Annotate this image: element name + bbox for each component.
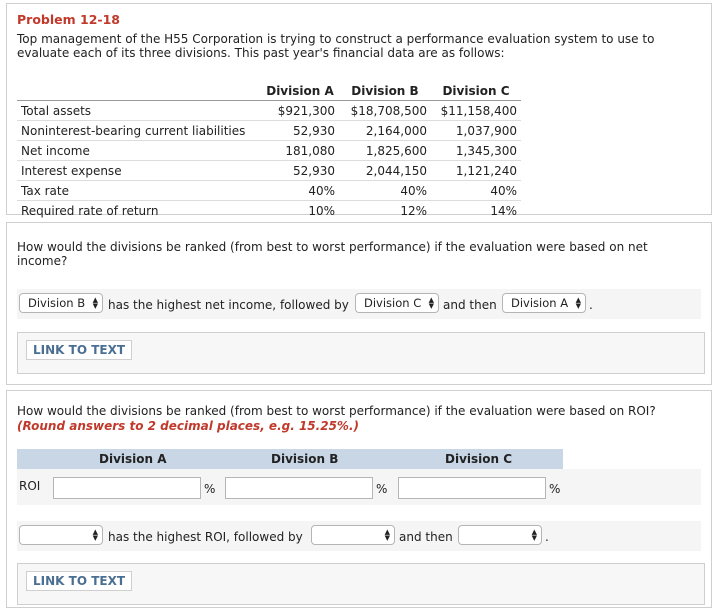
table-header-division-b: Division B xyxy=(351,83,419,98)
cell-division-a: 10% xyxy=(308,203,335,218)
table-row xyxy=(17,141,521,161)
problem-panel xyxy=(6,3,712,218)
select-value: Division B xyxy=(28,296,86,310)
link-to-text-button[interactable]: LINK TO TEXT xyxy=(26,571,132,591)
select-arrows-icon: ▲ ▼ xyxy=(531,528,537,542)
roi-row xyxy=(17,469,701,505)
table-row xyxy=(17,101,521,121)
roi-followed-by-text: has the highest ROI, followed by xyxy=(108,530,303,544)
cell-division-b: 12% xyxy=(400,203,427,218)
select-arrows-icon: ▲ ▼ xyxy=(428,296,434,310)
table-header-blank xyxy=(17,81,261,101)
roi-rank-3-select[interactable] xyxy=(458,525,542,545)
problem-intro: Top management of the H55 Corporation is trying to construct a performance evaluation system to use to evaluate each of its three divisions. This past year's financial data are as follows: xyxy=(17,32,655,60)
table-header-division-c: Division C xyxy=(442,83,510,98)
link-to-text-button[interactable]: LINK TO TEXT xyxy=(26,340,132,360)
roi-header-division-a: Division A xyxy=(99,452,167,466)
roi-and-then-text: and then xyxy=(399,530,453,544)
question-roi-text: How would the divisions be ranked (from best to worst performance) if the evaluation were based on ROI? xyxy=(17,404,656,418)
net-income-rank-3-select[interactable] xyxy=(502,293,586,313)
cell-division-b: 40% xyxy=(400,183,427,198)
roi-division-a-unit: % xyxy=(204,482,216,496)
roi-header-division-c: Division C xyxy=(445,452,513,466)
roi-division-b-input[interactable] xyxy=(225,477,373,499)
roi-division-b-unit: % xyxy=(376,482,388,496)
roi-answer-area xyxy=(17,521,701,551)
cell-division-a: 40% xyxy=(308,183,335,198)
cell-division-c: 1,345,300 xyxy=(455,143,517,158)
cell-division-c: 1,121,240 xyxy=(455,163,517,178)
net-income-rank-2-select[interactable] xyxy=(355,293,439,313)
roi-rank-2-select[interactable] xyxy=(311,525,395,545)
question-roi-hint: (Round answers to 2 decimal places, e.g. 15.25%.) xyxy=(17,419,359,433)
cell-division-b: 1,825,600 xyxy=(365,143,427,158)
row-label: Total assets xyxy=(21,103,92,118)
question-net-income-text: How would the divisions be ranked (from best to worst performance) if the evaluation were based on net income? xyxy=(17,240,648,268)
row-label: Required rate of return xyxy=(21,203,159,218)
cell-division-c: 40% xyxy=(490,183,517,198)
select-arrows-icon: ▲ ▼ xyxy=(92,528,98,542)
roi-end-period: . xyxy=(545,530,549,544)
select-arrows-icon: ▲ ▼ xyxy=(92,296,98,310)
cell-division-a: 181,080 xyxy=(285,143,335,158)
net-income-rank-1-select[interactable] xyxy=(19,293,103,313)
problem-title: Problem 12-18 xyxy=(17,12,120,27)
roi-link-area xyxy=(17,563,705,605)
select-arrows-icon: ▲ ▼ xyxy=(384,528,390,542)
cell-division-b: $18,708,500 xyxy=(350,103,427,118)
table-row xyxy=(17,121,521,141)
roi-division-c-input[interactable] xyxy=(398,477,546,499)
select-arrows-icon: ▲ ▼ xyxy=(575,296,581,310)
question-net-income-panel xyxy=(6,222,712,385)
row-label: Net income xyxy=(21,143,90,158)
net-income-link-area xyxy=(17,332,705,374)
financial-data-table xyxy=(17,81,521,220)
cell-division-a: 52,930 xyxy=(293,163,335,178)
table-header-division-a: Division A xyxy=(266,83,334,98)
roi-rank-1-select[interactable] xyxy=(19,525,103,545)
row-label: Interest expense xyxy=(21,163,122,178)
select-value: Division C xyxy=(364,296,422,310)
net-income-answer-area xyxy=(17,289,701,319)
cell-division-b: 2,164,000 xyxy=(365,123,427,138)
cell-division-c: 14% xyxy=(490,203,517,218)
select-value: Division A xyxy=(511,296,569,310)
cell-division-a: 52,930 xyxy=(293,123,335,138)
roi-row-label: ROI xyxy=(19,479,41,493)
row-label: Noninterest-bearing current liabilities xyxy=(21,123,246,138)
roi-header-row xyxy=(17,449,563,469)
row-label: Tax rate xyxy=(21,183,69,198)
table-row xyxy=(17,201,521,221)
roi-division-c-unit: % xyxy=(549,482,561,496)
net-income-followed-by-text: has the highest net income, followed by xyxy=(108,298,349,312)
table-row xyxy=(17,181,521,201)
cell-division-c: 1,037,900 xyxy=(455,123,517,138)
roi-division-a-input[interactable] xyxy=(53,477,201,499)
roi-header-division-b: Division B xyxy=(271,452,339,466)
question-roi-panel xyxy=(6,390,712,608)
cell-division-a: $921,300 xyxy=(277,103,335,118)
net-income-end-period: . xyxy=(589,298,593,312)
cell-division-c: $11,158,400 xyxy=(440,103,517,118)
cell-division-b: 2,044,150 xyxy=(365,163,427,178)
table-header-row xyxy=(17,81,521,101)
net-income-and-then-text: and then xyxy=(443,298,497,312)
table-row xyxy=(17,161,521,181)
